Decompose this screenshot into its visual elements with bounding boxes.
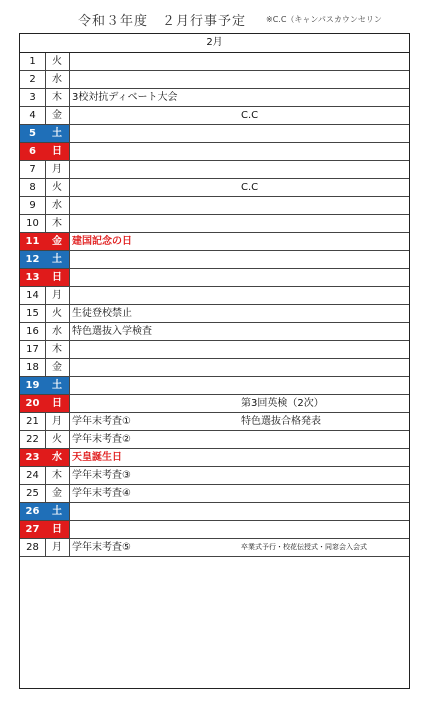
table-row <box>20 521 409 539</box>
weekday: 火 <box>45 179 70 196</box>
table-row <box>20 269 409 287</box>
table-row <box>20 161 409 179</box>
event-text: 天皇誕生日 <box>72 452 122 463</box>
page-title: 令和３年度 ２月行事予定 <box>78 14 247 29</box>
day-number: 23 <box>20 449 46 466</box>
table-row <box>20 143 409 161</box>
day-number: 11 <box>20 233 46 250</box>
event-note: C.C <box>241 110 259 121</box>
event-text: 3校対抗ディベート大会 <box>72 92 178 103</box>
table-row <box>20 107 409 125</box>
cc-note: ※C.C（キャンパスカウンセリン <box>266 15 382 24</box>
table-row <box>20 503 409 521</box>
day-number: 8 <box>20 179 46 196</box>
event-note: 第3回英検（2次） <box>241 398 324 409</box>
weekday: 土 <box>45 377 70 394</box>
table-row <box>20 197 409 215</box>
day-number: 7 <box>20 161 46 178</box>
table-row <box>20 125 409 143</box>
weekday: 土 <box>45 125 70 142</box>
event-text: 学年末考査③ <box>72 470 131 481</box>
day-number: 10 <box>20 215 46 232</box>
table-row <box>20 305 409 323</box>
day-number: 3 <box>20 89 46 106</box>
event-note: C.C <box>241 182 259 193</box>
day-number: 2 <box>20 71 46 88</box>
day-number: 26 <box>20 503 46 520</box>
day-number: 9 <box>20 197 46 214</box>
table-row <box>20 413 409 431</box>
day-number: 27 <box>20 521 46 538</box>
event-note: 特色選抜合格発表 <box>241 416 321 427</box>
event-text: 特色選抜入学検査 <box>72 326 152 337</box>
weekday: 火 <box>45 53 70 70</box>
weekday: 土 <box>45 503 70 520</box>
day-number: 17 <box>20 341 46 358</box>
event-text: 生徒登校禁止 <box>72 308 132 319</box>
table-row <box>20 233 409 251</box>
weekday: 火 <box>45 305 70 322</box>
day-number: 18 <box>20 359 46 376</box>
day-number: 19 <box>20 377 46 394</box>
table-row <box>20 215 409 233</box>
table-row <box>20 539 409 557</box>
weekday: 日 <box>45 269 70 286</box>
weekday: 火 <box>45 431 70 448</box>
table-row <box>20 395 409 413</box>
table-row <box>20 431 409 449</box>
day-number: 25 <box>20 485 46 502</box>
weekday: 日 <box>45 521 70 538</box>
day-number: 14 <box>20 287 46 304</box>
day-number: 16 <box>20 323 46 340</box>
weekday: 水 <box>45 323 70 340</box>
day-number: 24 <box>20 467 46 484</box>
weekday: 日 <box>45 395 70 412</box>
day-number: 12 <box>20 251 46 268</box>
table-row <box>20 485 409 503</box>
weekday: 水 <box>45 197 70 214</box>
day-number: 20 <box>20 395 46 412</box>
table-row <box>20 53 409 71</box>
weekday: 土 <box>45 251 70 268</box>
weekday: 月 <box>45 287 70 304</box>
weekday: 金 <box>45 107 70 124</box>
event-text: 学年末考査① <box>72 416 131 427</box>
day-number: 4 <box>20 107 46 124</box>
weekday: 日 <box>45 143 70 160</box>
weekday: 金 <box>45 233 70 250</box>
blank-area <box>20 557 409 692</box>
weekday: 金 <box>45 485 70 502</box>
weekday: 月 <box>45 161 70 178</box>
event-text: 建国記念の日 <box>72 236 132 247</box>
event-text: 学年末考査② <box>72 434 131 445</box>
weekday: 月 <box>45 539 70 556</box>
table-row <box>20 89 409 107</box>
table-row <box>20 71 409 89</box>
table-row <box>20 179 409 197</box>
day-number: 15 <box>20 305 46 322</box>
weekday: 木 <box>45 215 70 232</box>
weekday: 水 <box>45 71 70 88</box>
weekday: 水 <box>45 449 70 466</box>
table-row <box>20 449 409 467</box>
schedule-rows <box>20 53 409 557</box>
event-text: 学年末考査④ <box>72 488 131 499</box>
day-number: 6 <box>20 143 46 160</box>
table-row <box>20 323 409 341</box>
table-row <box>20 359 409 377</box>
day-number: 22 <box>20 431 46 448</box>
day-number: 1 <box>20 53 46 70</box>
day-number: 28 <box>20 539 46 556</box>
table-row <box>20 251 409 269</box>
day-number: 21 <box>20 413 46 430</box>
table-row <box>20 377 409 395</box>
weekday: 木 <box>45 89 70 106</box>
event-text: 学年末考査⑤ <box>72 542 131 553</box>
weekday: 金 <box>45 359 70 376</box>
weekday: 月 <box>45 413 70 430</box>
event-note: 卒業式予行・校花伝授式・同窓会入会式 <box>241 543 367 551</box>
schedule-table <box>19 33 410 689</box>
day-number: 13 <box>20 269 46 286</box>
table-row <box>20 341 409 359</box>
table-row <box>20 467 409 485</box>
day-number: 5 <box>20 125 46 142</box>
weekday: 木 <box>45 341 70 358</box>
weekday: 木 <box>45 467 70 484</box>
table-row <box>20 287 409 305</box>
month-header: 2月 <box>20 34 409 53</box>
